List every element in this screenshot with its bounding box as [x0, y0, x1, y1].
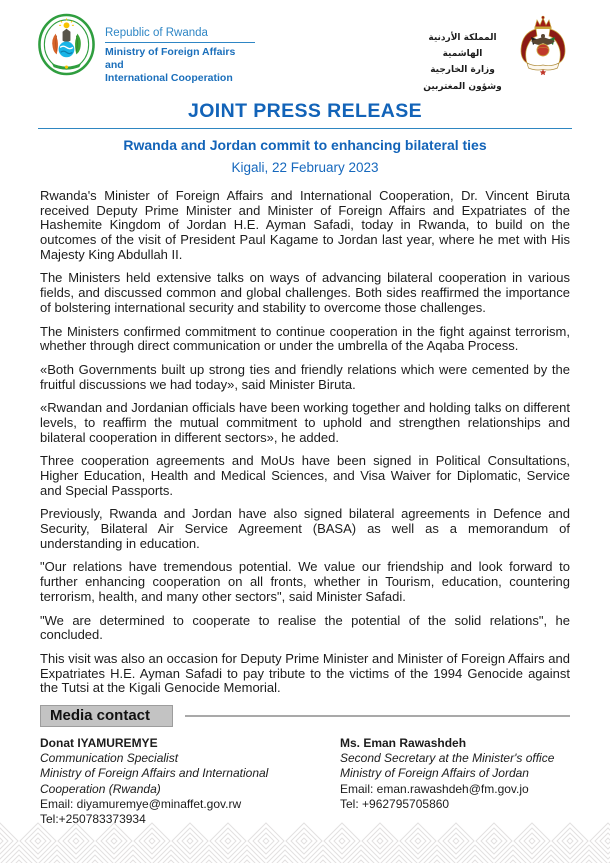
body-paragraph: This visit was also an occasion for Deputy Prime Minister and Minister of Foreign Affairs and Expatriates H.E. Ayman Safadi to pay tribute to the victims of the 1994 Genocide against the Tutsi at the Kigali Genocide Memorial. [40, 650, 570, 696]
contact-role: Communication Specialist [40, 751, 179, 766]
contact-rwanda [40, 736, 340, 827]
body-paragraph: Three cooperation agreements and MoUs have been signed in Political Consultations, Higher Education, Health and Medical Sciences, and Visa Waiver for Diplomatic, Service and Special Passports. [40, 453, 570, 498]
body-paragraph: Rwanda's Minister of Foreign Affairs and International Cooperation, Dr. Vincent Biruta received Deputy Prime Minister and Minister of Foreign Affairs and Expatriates of the Hashemite Kingdom of Jordan H.E. Ayman Safadi, today in Rwanda, to build on the outcomes of the visit of President Paul Kagame to Jordan last year, where he met with His Majesty King Abdullah II. [40, 188, 570, 262]
title-block [0, 100, 610, 175]
title-underline [38, 128, 572, 129]
jordan-ministry-arabic-text [415, 30, 510, 95]
page-title: JOINT PRESS RELEASE [187, 100, 423, 122]
body-paragraph: «Both Governments built up strong ties and friendly relations which were cemented by the fruitful discussions we had today», said Minister Biruta. [40, 361, 570, 392]
body-paragraph: "Our relations have tremendous potential. We value our friendship and look forward to further enhancing cooperation on all fronts, whether in Tourism, education, countering terrorism, health, and many other sectors", said Minister Safadi. [40, 559, 570, 604]
rwanda-country-name: Republic of Rwanda [105, 27, 255, 43]
body-paragraph: «Rwandan and Jordanian officials have been working together and holding talks on different levels, to reaffirm the mutual commitment to uphold and strengthen relationships and bilateral cooperation in different sectors», he added. [40, 400, 570, 445]
contact-tel: Tel: +962795705860 [340, 796, 450, 811]
jordan-arabic-line2: وزارة الخارجية وشؤون المغتربين [423, 65, 502, 92]
header [0, 0, 610, 90]
body-paragraph: The Ministers held extensive talks on ways of advancing bilateral cooperation in various fields, and discussed common and global challenges. Both sides reaffirmed the importance of bolstering international security and stability to overcome those challenges. [40, 270, 570, 315]
contact-org: Ministry of Foreign Affairs of Jordan [340, 766, 529, 781]
contact-name: Ms. Eman Rawashdeh [340, 735, 467, 750]
rwanda-ministry-line2: International Cooperation [105, 72, 233, 85]
body-paragraph: The Ministers confirmed commitment to continue cooperation in the fight against terrorism, whether through direct communication or under the umbrella of the Aqaba Process. [40, 323, 570, 354]
contact-tel: Tel:+250783373934 [40, 812, 146, 827]
contact-jordan [340, 736, 570, 827]
media-contact-heading: Media contact [40, 705, 173, 727]
dateline: Kigali, 22 February 2023 [231, 160, 379, 175]
media-contact-rule [185, 715, 570, 717]
contact-name: Donat IYAMUREMYE [40, 735, 158, 750]
rwanda-coat-of-arms-icon [37, 12, 96, 77]
jordan-arabic-line1: المملكة الأردنية الهاشمية [428, 33, 497, 60]
contact-email: Email: eman.rawashdeh@fm.gov.jo [340, 781, 529, 796]
imigongo-diamond-pattern [0, 821, 610, 863]
media-contacts [0, 727, 610, 827]
body-paragraph: "We are determined to cooperate to realise the potential of the solid relations", he concluded. [40, 612, 570, 643]
rwanda-ministry-titles [105, 27, 255, 85]
contact-role: Second Secretary at the Minister's office [340, 751, 555, 766]
rwanda-ministry-line1: Ministry of Foreign Affairs and [105, 46, 236, 72]
body-paragraph: Previously, Rwanda and Jordan have also signed bilateral agreements in Defence and Security, Bilateral Air Service Agreement (BASA) as well as a memorandum of understanding in education. [40, 506, 570, 551]
contact-org: Ministry of Foreign Affairs and International Cooperation (Rwanda) [40, 766, 269, 796]
media-contact-header [40, 705, 570, 727]
press-release-subtitle: Rwanda and Jordan commit to enhancing bilateral ties [123, 137, 487, 153]
contact-email: Email: diyamuremye@minaffet.gov.rw [40, 796, 242, 811]
body-text [0, 175, 610, 696]
jordan-coat-of-arms-icon [513, 13, 573, 79]
